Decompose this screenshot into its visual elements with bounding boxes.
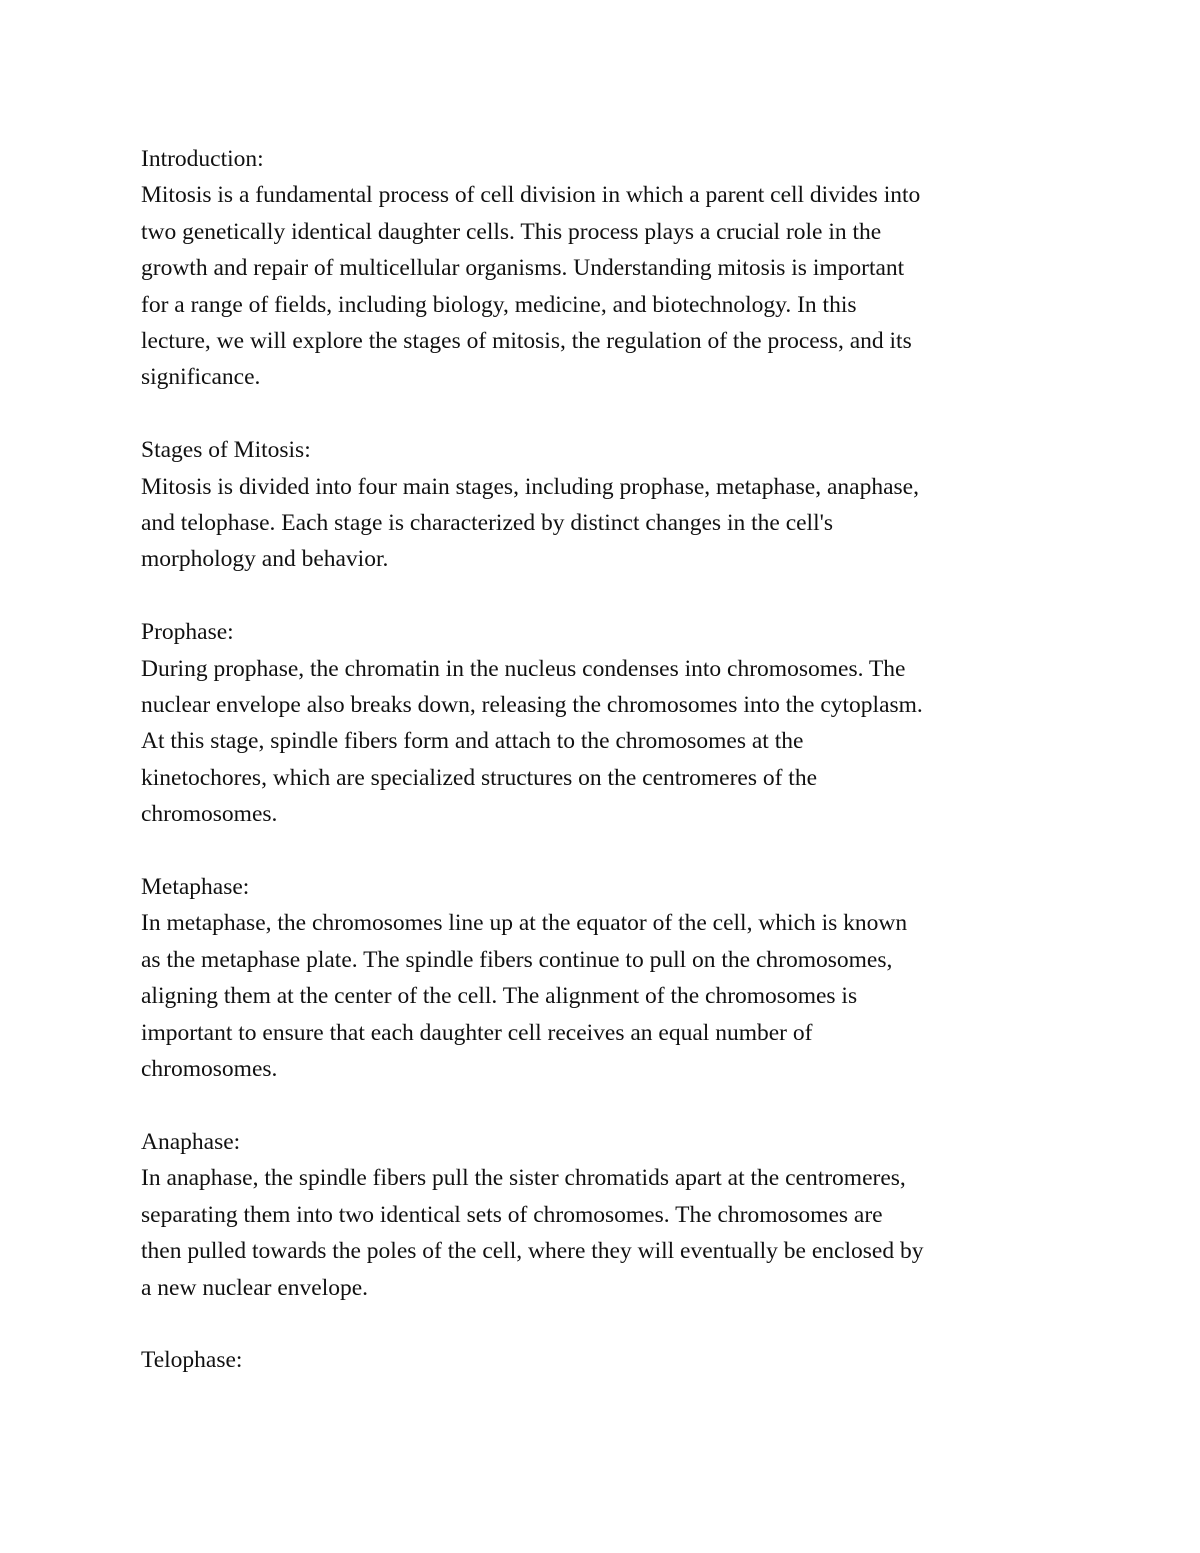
paragraph-line: Mitosis is divided into four main stages, including prophase, metaphase, anaphase,	[141, 473, 919, 500]
section-heading: Stages of Mitosis:	[141, 437, 311, 464]
section-metaphase	[141, 869, 1066, 1087]
paragraph-line: In metaphase, the chromosomes line up at the equator of the cell, which is known	[141, 910, 908, 937]
paragraph-line: chromosomes.	[141, 1056, 278, 1083]
paragraph-line: growth and repair of multicellular organisms. Understanding mitosis is important	[141, 255, 905, 282]
paragraph-line: as the metaphase plate. The spindle fibers continue to pull on the chromosomes,	[141, 946, 893, 973]
section-heading: Anaphase:	[141, 1128, 241, 1155]
paragraph-line: In anaphase, the spindle fibers pull the sister chromatids apart at the centromeres,	[141, 1165, 906, 1192]
paragraph-line: for a range of fields, including biology, medicine, and biotechnology. In this	[141, 291, 857, 318]
document-body	[141, 141, 1066, 1415]
paragraph-line: a new nuclear envelope.	[141, 1274, 369, 1301]
paragraph-line: separating them into two identical sets of chromosomes. The chromosomes are	[141, 1201, 883, 1228]
paragraph-line: lecture, we will explore the stages of mitosis, the regulation of the process, and its	[141, 328, 912, 355]
section-prophase	[141, 614, 1066, 832]
paragraph-line: chromosomes.	[141, 801, 278, 828]
paragraph-line: morphology and behavior.	[141, 546, 389, 573]
paragraph-line: important to ensure that each daughter cell receives an equal number of	[141, 1019, 813, 1046]
paragraph-line: kinetochores, which are specialized structures on the centromeres of the	[141, 764, 818, 791]
paragraph-line: During prophase, the chromatin in the nucleus condenses into chromosomes. The	[141, 655, 906, 682]
section-heading: Introduction:	[141, 146, 264, 172]
paragraph-line: two genetically identical daughter cells. This process plays a crucial role in the	[141, 218, 882, 245]
paragraph-line: Mitosis is a fundamental process of cell division in which a parent cell divides into	[141, 182, 921, 209]
paragraph-line: At this stage, spindle fibers form and attach to the chromosomes at the	[141, 728, 804, 755]
paragraph-line: and telophase. Each stage is characterized by distinct changes in the cell's	[141, 510, 833, 537]
section-heading: Prophase:	[141, 619, 234, 646]
section-heading: Metaphase:	[141, 874, 250, 901]
paragraph-line: then pulled towards the poles of the cell, where they will eventually be enclosed by	[141, 1238, 924, 1265]
section-stages-of-mitosis	[141, 432, 1066, 578]
paragraph-line: significance.	[141, 364, 261, 391]
section-heading: Telophase:	[141, 1347, 243, 1374]
paragraph-line: nuclear envelope also breaks down, releasing the chromosomes into the cytoplasm.	[141, 692, 923, 719]
paragraph-line: aligning them at the center of the cell. The alignment of the chromosomes is	[141, 983, 858, 1010]
section-introduction	[141, 141, 1066, 396]
section-anaphase	[141, 1124, 1066, 1306]
section-telophase	[141, 1342, 1066, 1378]
